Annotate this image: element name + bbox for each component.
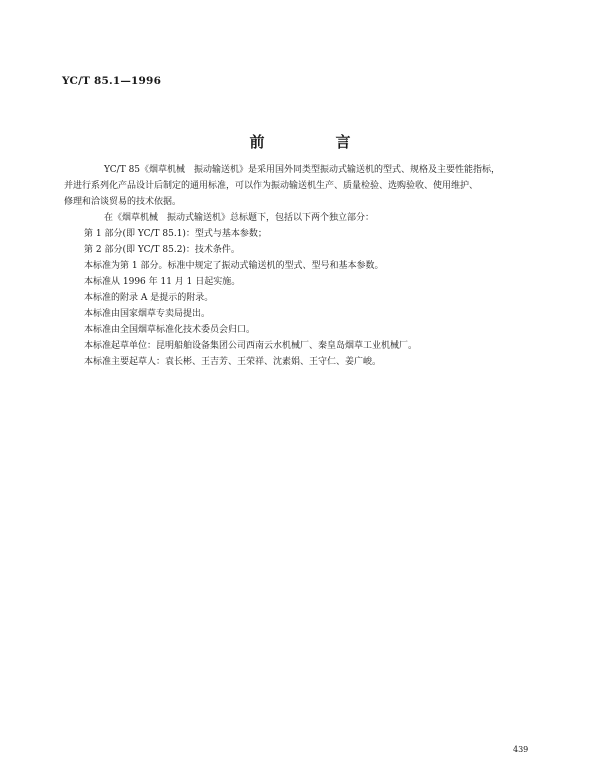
paragraph-line: 修理和洽谈贸易的技术依据。: [64, 197, 182, 207]
paragraph-line: 本标准主要起草人：袁长彬、王吉芳、王荣祥、沈素娟、王守仁、姜广峻。: [84, 357, 382, 367]
page-title: 前 言: [249, 133, 379, 151]
foreword-body: [64, 162, 554, 370]
document-code: YC/T 85.1—1996: [62, 75, 162, 87]
paragraph-line: YC/T 85《烟草机械 振动输送机》是采用国外同类型振动式输送机的型式、规格及主要性能指标，: [104, 165, 501, 175]
paragraph-line: 本标准从 1996 年 11 月 1 日起实施。: [84, 277, 241, 287]
paragraph-line: 本标准由全国烟草标准化技术委员会归口。: [84, 325, 256, 335]
paragraph-line: 第 2 部分(即 YC/T 85.2)：技术条件。: [84, 245, 240, 255]
paragraph-line: 本标准的附录 A 是提示的附录。: [84, 293, 214, 303]
paragraph-line: 第 1 部分(即 YC/T 85.1)：型式与基本参数；: [84, 229, 267, 239]
paragraph-line: 本标准为第 1 部分。标准中规定了振动式输送机的型式、型号和基本参数。: [84, 261, 384, 271]
paragraph-line: 本标准起草单位：昆明船舶设备集团公司西南云水机械厂、秦皇岛烟草工业机械厂。: [84, 341, 418, 351]
paragraph-line: 本标准由国家烟草专卖局提出。: [84, 309, 211, 319]
paragraph-line: 并进行系列化产品设计后制定的通用标准，可以作为振动输送机生产、质量检验、选购验收、使用维护、: [64, 181, 479, 191]
paragraph-line: 在《烟草机械 振动式输送机》总标题下，包括以下两个独立部分：: [104, 213, 375, 223]
page-number: 439: [513, 745, 529, 754]
